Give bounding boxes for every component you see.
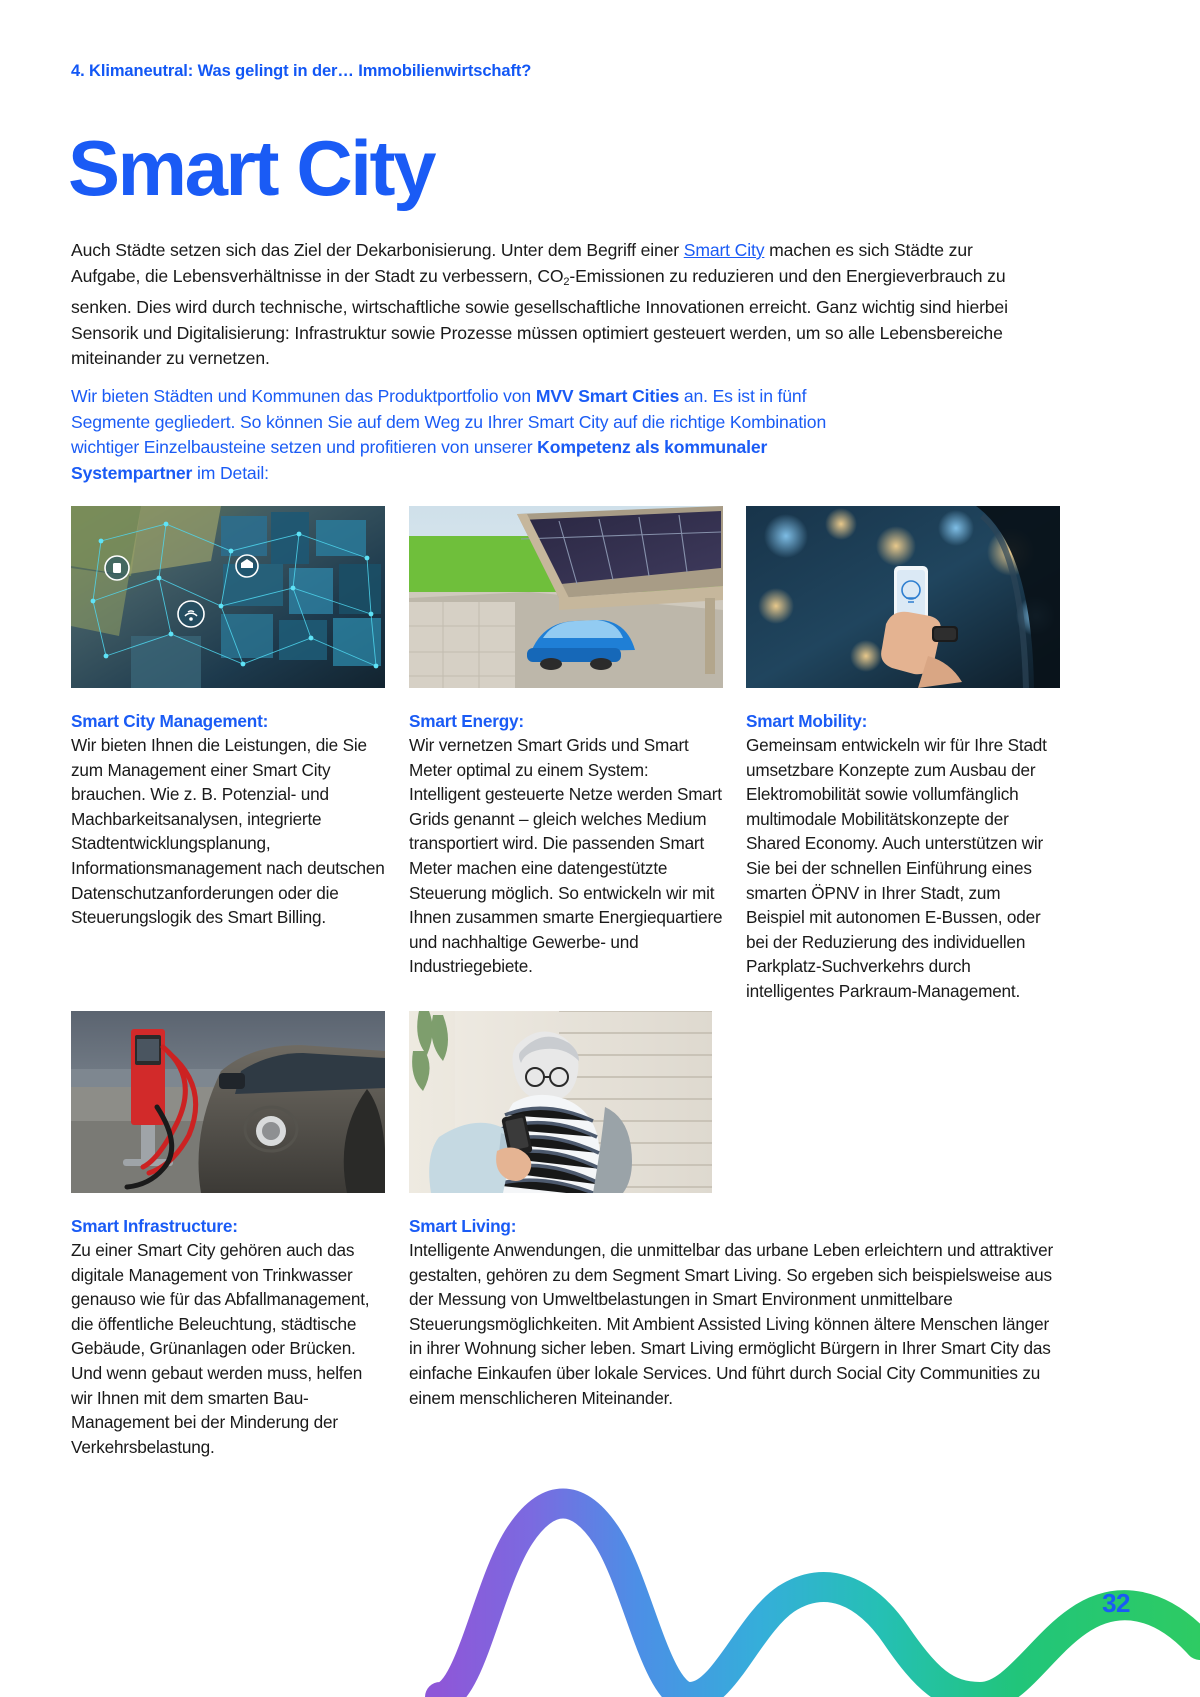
card-body: Zu einer Smart City gehören auch das digitale Management von Trinkwasser genauso wie für das Abfallmanagement, die öffentliche Beleuchtung, städtische Gebäude, Grünanlagen oder Brücken. Und wenn gebaut werden muss, helfen wir Ihnen mit dem smarten Bau-Management bei der Minderung der Verkehrsbelastung. xyxy=(71,1240,370,1457)
lead-paragraph xyxy=(71,384,831,486)
card-smart-energy xyxy=(409,506,723,979)
smart-city-link[interactable]: Smart City xyxy=(683,240,765,260)
hand-holding-smartphone-city-night-photo xyxy=(746,506,1060,688)
aerial-smart-city-network-photo xyxy=(71,506,385,688)
card-heading: Smart City Management: xyxy=(71,711,269,731)
card-smart-city-management xyxy=(71,506,385,930)
lead-text-part-1: Wir bieten Städten und Kommunen das Produktportfolio von xyxy=(71,386,536,406)
card-smart-infrastructure xyxy=(71,1011,385,1459)
running-head: 4. Klimaneutral: Was gelingt in der… Immobilienwirtschaft? xyxy=(71,62,532,80)
solar-carport-with-electric-car-photo xyxy=(409,506,723,688)
card-heading: Smart Infrastructure: xyxy=(71,1216,238,1236)
intro-text-part-2: machen es sich Städte zur Aufgabe, die Lebensverhältnisse in der Stadt zu verbessern, CO xyxy=(71,240,973,286)
card-smart-mobility xyxy=(746,506,1060,1004)
intro-text-part-3: -Emissionen zu reduzieren und den Energieverbrauch zu senken. Dies wird durch technische, wirtschaftliche sowie gesellschaftliche Innovationen erreicht. Ganz wichtig sind hierbei Sensorik und Digitalisierung: Infrastruktur sowie Prozesse müssen optimiert gesteuert werden, um so alle Lebensbereiche miteinander zu vernetzen. xyxy=(71,265,1008,369)
card-body: Wir bieten Ihnen die Leistungen, die Sie zum Management einer Smart City brauchen. Wie z. B. Potenzial- und Machbarkeitsanalysen, integrierte Stadtentwicklungsplanung, Informationsmanagement nach deutschen Datenschutzanforderungen oder die Steuerungslogik des Smart Billing. xyxy=(71,735,385,928)
card-smart-living xyxy=(409,1011,1060,1410)
intro-text-part-1: Auch Städte setzen sich das Ziel der Dekarbonisierung. Unter dem Begriff einer xyxy=(71,240,684,260)
card-heading: Smart Mobility: xyxy=(746,711,868,731)
lead-text-part-2: an. Es ist in fünf Segmente gegliedert. So können Sie auf dem Weg zu Ihrer Smart City auf die richtige Kombination wichtiger Einzelbausteine setzen und profitieren von unserer xyxy=(71,386,827,458)
woman-with-smartphone-on-bench-photo xyxy=(409,1011,712,1193)
card-heading: Smart Living: xyxy=(409,1216,517,1236)
intro-paragraph xyxy=(71,238,1031,372)
lead-bold-mvv: MVV Smart Cities xyxy=(535,386,680,406)
card-heading: Smart Energy: xyxy=(409,711,524,731)
lead-text-part-3: im Detail: xyxy=(192,462,269,483)
card-body: Wir vernetzen Smart Grids und Smart Meter optimal zu einem System: Intelligent gesteuerte Netze werden Smart Grids genannt – gleich welches Medium transportiert wird. Die passenden Smart Meter machen eine datengestützte Steuerung möglich. So entwickeln wir mit Ihnen zusammen smarte Energiequartiere und nachhaltige Gewerbe- und Industriegebiete. xyxy=(409,735,723,977)
co2-subscript: 2 xyxy=(563,275,570,288)
card-body: Gemeinsam entwickeln wir für Ihre Stadt umsetzbare Konzepte zum Ausbau der Elektromobilität sowie vollumfänglich multimodale Mobilitätskonzepte der Shared Economy. Auch unterstützen wir Sie bei der schnellen Einführung eines smarten ÖPNV in Ihrer Stadt, zum Beispiel mit autonomen E-Bussen, oder bei der Reduzierung des individuellen Parkplatz-Suchverkehrs durch intelligentes Parkraum-Management. xyxy=(746,735,1047,1001)
page-title: Smart City xyxy=(68,124,435,212)
ev-charging-station-car-photo xyxy=(71,1011,385,1193)
card-body: Intelligente Anwendungen, die unmittelbar das urbane Leben erleichtern und attraktiver gestalten, gehören zu dem Segment Smart Living. So ergeben sich beispielsweise aus der Messung von Umweltbelastungen in Smart Environment unmittelbare Steuerungsmöglichkeiten. Mit Ambient Assisted Living können ältere Menschen länger in ihrer Wohnung sicher leben. Smart Living ermöglicht Bürgern in Ihrer Smart City das einfache Einkaufen über lokale Services. Und führt durch Social City Communities zu einem menschlicheren Miteinander. xyxy=(409,1240,1054,1408)
lead-bold-kompetenz: Kompetenz als kommunaler Systempartner xyxy=(71,437,768,483)
page-number: 32 xyxy=(1102,1588,1130,1618)
